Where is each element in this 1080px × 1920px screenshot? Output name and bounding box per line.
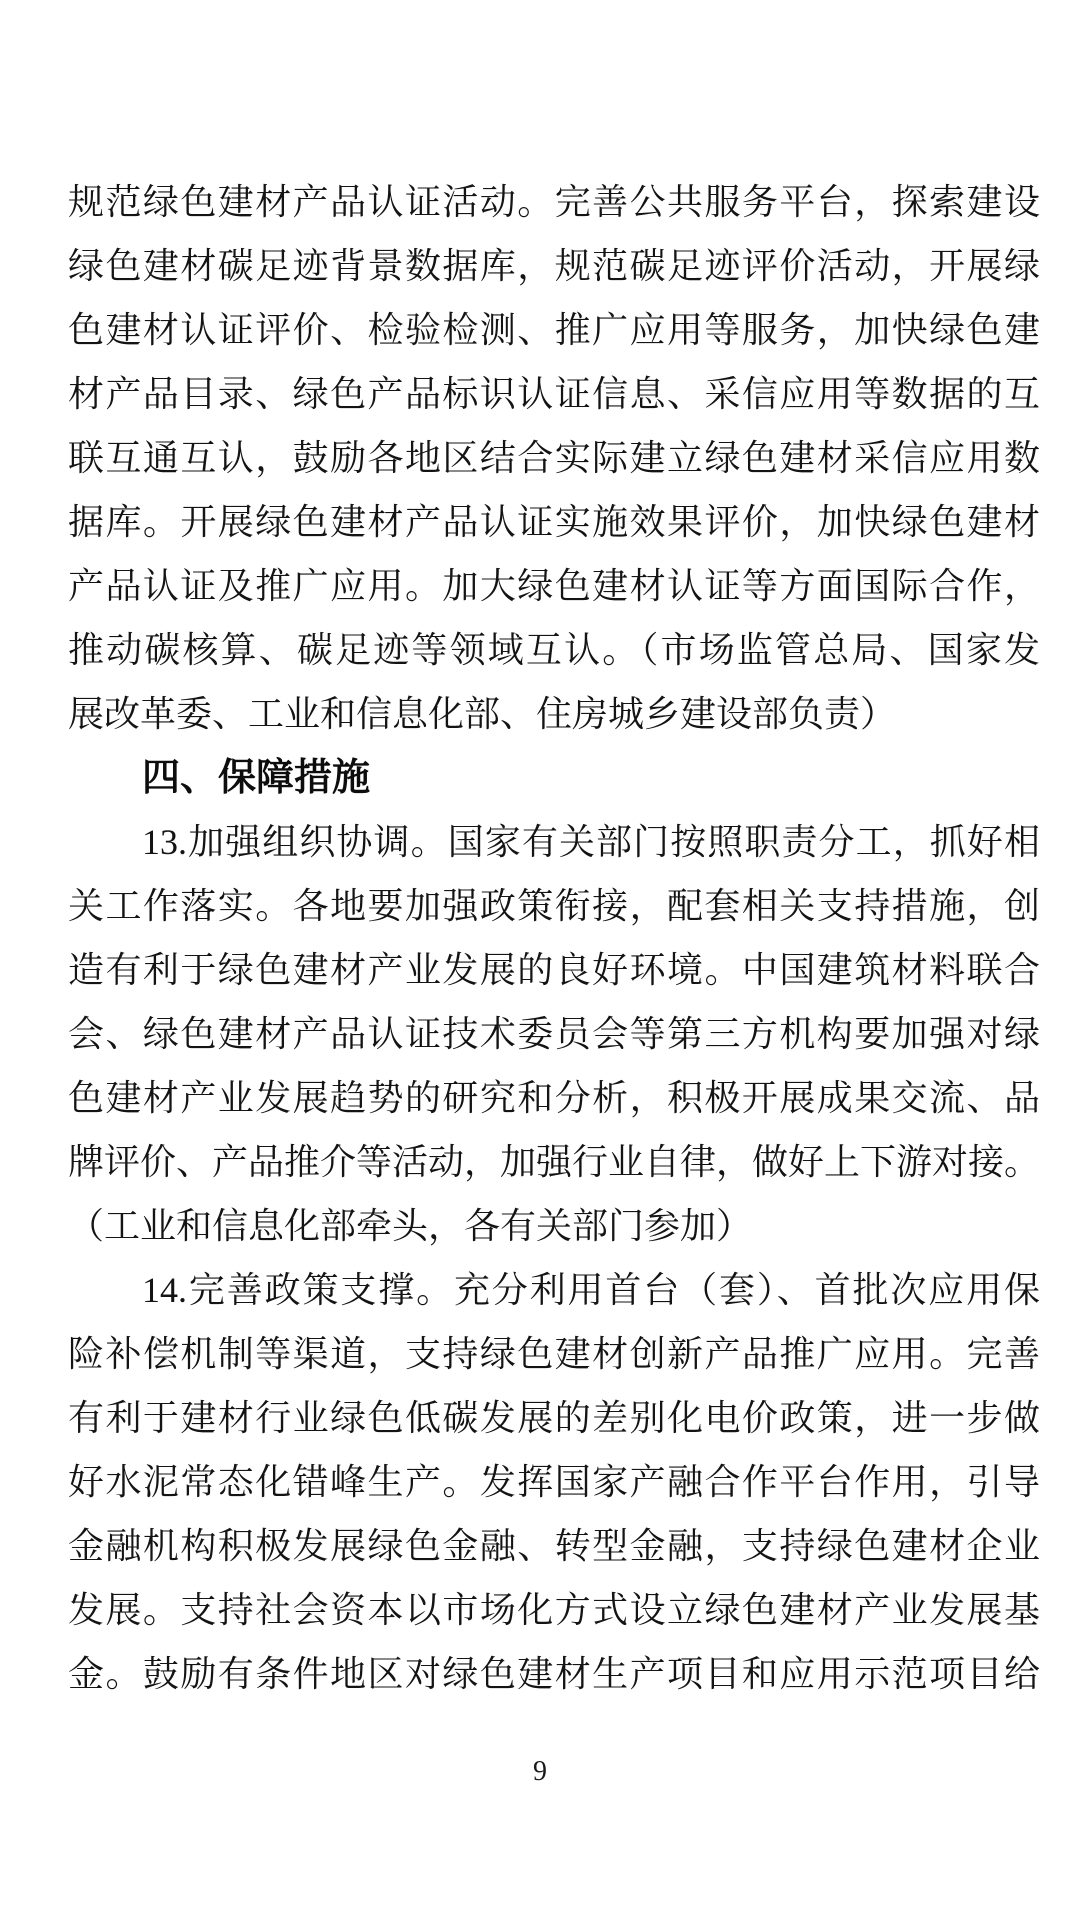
text-line: 13.加强组织协调。国家有关部门按照职责分工，抓好相: [142, 822, 1040, 862]
text-line: 关工作落实。各地要加强政策衔接，配套相关支持措施，创: [68, 886, 1040, 926]
text-line: 色建材认证评价、检验检测、推广应用等服务，加快绿色建: [68, 310, 1040, 350]
text-line: 规范绿色建材产品认证活动。完善公共服务平台，探索建设: [68, 182, 1040, 222]
text-line: 造有利于绿色建材产业发展的良好环境。中国建筑材料联合: [68, 950, 1040, 990]
text-line: 牌评价、产品推介等活动，加强行业自律，做好上下游对接。: [68, 1142, 1041, 1182]
text-line: 材产品目录、绿色产品标识认证信息、采信应用等数据的互: [68, 374, 1040, 414]
page-number: 9: [533, 1756, 547, 1787]
text-line: 金。鼓励有条件地区对绿色建材生产项目和应用示范项目给: [68, 1654, 1040, 1694]
text-line: 据库。开展绿色建材产品认证实施效果评价，加快绿色建材: [68, 502, 1040, 542]
text-line: 14.完善政策支撑。充分利用首台（套）、首批次应用保: [142, 1270, 1040, 1310]
text-line: 险补偿机制等渠道，支持绿色建材创新产品推广应用。完善: [68, 1334, 1040, 1374]
text-line: 好水泥常态化错峰生产。发挥国家产融合作平台作用，引导: [68, 1462, 1040, 1502]
text-line: 会、绿色建材产品认证技术委员会等第三方机构要加强对绿: [68, 1014, 1040, 1054]
text-line: 有利于建材行业绿色低碳发展的差别化电价政策，进一步做: [68, 1398, 1040, 1438]
page-footer: [0, 1756, 1080, 1788]
text-line: 金融机构积极发展绿色金融、转型金融，支持绿色建材企业: [68, 1526, 1040, 1566]
text-line: 发展。支持社会资本以市场化方式设立绿色建材产业发展基: [68, 1590, 1040, 1630]
text-line: 推动碳核算、碳足迹等领域互认。（市场监管总局、国家发: [68, 630, 1040, 670]
text-line: （工业和信息化部牵头，各有关部门参加）: [68, 1206, 753, 1246]
section-heading: 四、保障措施: [142, 757, 371, 799]
text-line: 联互通互认，鼓励各地区结合实际建立绿色建材采信应用数: [68, 438, 1040, 478]
text-block: [68, 170, 1040, 1706]
text-line: 展改革委、工业和信息化部、住房城乡建设部负责）: [68, 694, 897, 734]
text-line: 色建材产业发展趋势的研究和分析，积极开展成果交流、品: [68, 1078, 1040, 1118]
text-line: 产品认证及推广应用。加大绿色建材认证等方面国际合作，: [68, 566, 1040, 606]
text-line: 绿色建材碳足迹背景数据库，规范碳足迹评价活动，开展绿: [68, 246, 1040, 286]
